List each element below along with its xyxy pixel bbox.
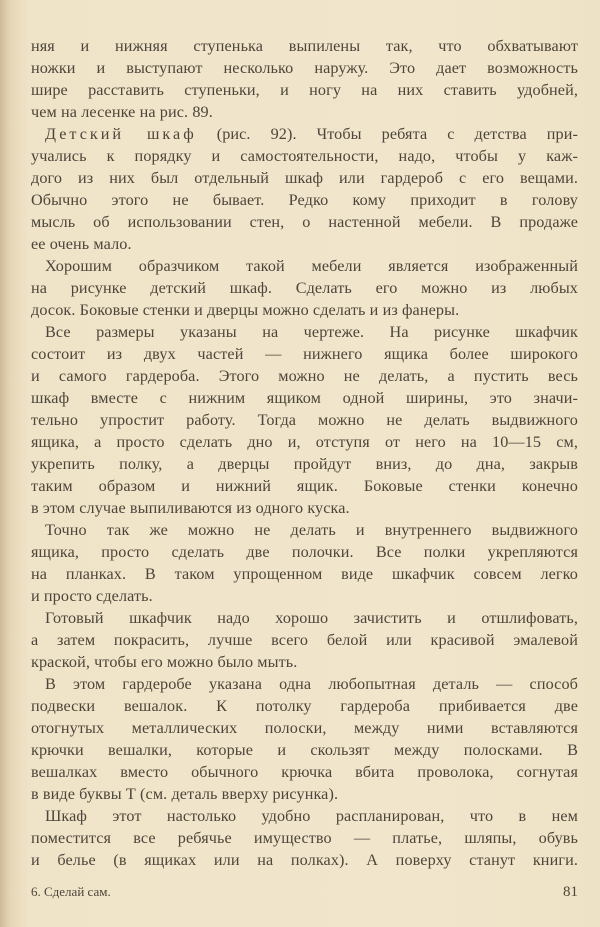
- text-line: Готовый шкафчик надо хорошо зачистить и отшлифовать,: [45, 609, 578, 627]
- text-line: краской, чтобы его можно было мыть.: [31, 653, 298, 671]
- text-line: ножки и выступают несколько наружу. Это дает возможность: [31, 59, 578, 77]
- section-heading: Детский шкаф: [45, 125, 197, 143]
- text-line: тельно упростит работу. Тогда можно не делать выдвижного: [31, 411, 578, 429]
- page-body-text: [31, 35, 578, 871]
- text-line: Шкаф этот настолько удобно распланирован, что в нем: [45, 807, 578, 825]
- text-line: и белье (в ящиках или на полках). А поверху станут книги.: [31, 851, 578, 869]
- signature-mark: 6. Сделай сам.: [31, 884, 111, 899]
- text-line: Детский шкаф (рис. 92). Чтобы ребята с детства при-: [45, 125, 578, 143]
- text-line: отогнутых металлических полоски, между ними вставляются: [31, 719, 578, 737]
- page-footer: [31, 882, 578, 902]
- text-line: шире расставить ступеньки, и ногу на них ставить удобней,: [31, 81, 578, 99]
- text-line: ее очень мало.: [31, 235, 132, 253]
- text-line: ящика, а просто сделать дно и, отступя от него на 10—15 см,: [31, 433, 578, 451]
- text-line: крючки вешалки, которые и скользят между полосками. В: [31, 741, 578, 759]
- text-line: на рисунке детский шкаф. Сделать его можно из любых: [31, 279, 578, 297]
- text-line: в виде буквы Т (см. деталь вверху рисунка).: [31, 785, 339, 803]
- text-line: ящика, просто сделать две полочки. Все полки укрепляются: [31, 543, 578, 561]
- text-line: в этом случае выпиливаются из одного куска.: [31, 499, 350, 517]
- text-line: и просто сделать.: [31, 587, 153, 605]
- text-line: чем на лесенке на рис. 89.: [31, 103, 213, 121]
- text-line: таким образом и нижний ящик. Боковые стенки конечно: [31, 477, 578, 495]
- text-line: няя и нижняя ступенька выпилены так, что обхватывают: [31, 37, 578, 55]
- text-line: Точно так же можно не делать и внутреннего выдвижного: [45, 521, 578, 539]
- text-line: состоит из двух частей — нижнего ящика более широкого: [31, 345, 578, 363]
- text-line: дого из них был отдельный шкаф или гардероб с его вещами.: [31, 169, 578, 187]
- text-line: подвески вешалок. К потолку гардероба прибивается две: [31, 697, 578, 715]
- page-number: 81: [563, 884, 578, 900]
- text-line: укрепить полку, а дверцы пройдут вниз, до дна, закрыв: [31, 455, 578, 473]
- text-line: на планках. В таком упрощенном виде шкафчик совсем легко: [31, 565, 578, 583]
- text-line: Хорошим образчиком такой мебели является изображенный: [45, 257, 578, 275]
- text-line: поместится все ребячье имущество — платье, шляпы, обувь: [31, 829, 578, 847]
- text-line: вешалках вместо обычного крючка вбита проволока, согнутая: [31, 763, 578, 781]
- text-line: Все размеры указаны на чертеже. На рисунке шкафчик: [45, 323, 578, 341]
- text-line: учались к порядку и самостоятельности, надо, чтобы у каж-: [31, 147, 578, 165]
- text-line: а затем покрасить, лучше всего белой или красивой эмалевой: [31, 631, 578, 649]
- text-line: мысль об использовании стен, о настенной мебели. В продаже: [31, 213, 578, 231]
- text-line: и самого гардероба. Этого можно не делать, а пустить весь: [31, 367, 578, 385]
- text-line: Обычно этого не бывает. Редко кому приходит в голову: [31, 191, 578, 209]
- text-line: досок. Боковые стенки и дверцы можно сделать и из фанеры.: [31, 301, 460, 319]
- text-line: В этом гардеробе указана одна любопытная деталь — способ: [45, 675, 578, 693]
- text-line: шкаф вместе с нижним ящиком одной ширины, это значи-: [31, 389, 578, 407]
